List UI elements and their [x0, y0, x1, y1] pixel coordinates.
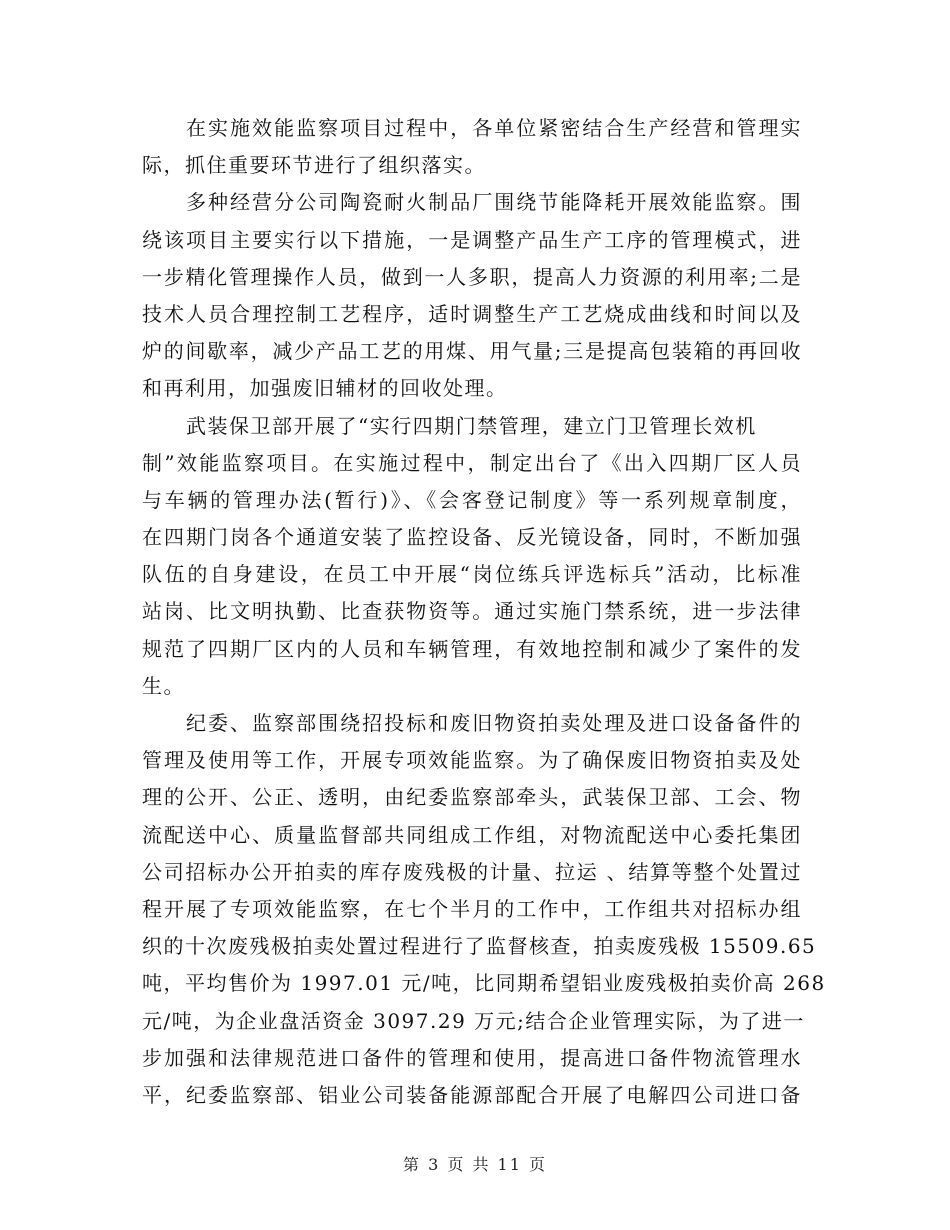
text-line: 吨，平均售价为 1997.01 元/吨，比同期希望铝业废残极拍卖价高 268	[142, 971, 826, 996]
text-line: 站岗、比文明执勤、比查获物资等。通过实施门禁系统，进一步法律	[142, 599, 802, 624]
text-line: 公司招标办公开拍卖的库存废残极的计量、拉运 、结算等整个处置过	[142, 859, 802, 884]
text-line: 平，纪委监察部、铝业公司装备能源部配合开展了电解四公司进口备	[142, 1082, 802, 1107]
text-line: 技术人员合理控制工艺程序，适时调整生产工艺烧成曲线和时间以及	[142, 301, 802, 326]
body-text	[142, 110, 826, 1114]
text-line: 在实施效能监察项目过程中，各单位紧密结合生产经营和管理实	[186, 116, 802, 140]
text-line: 生。	[142, 673, 185, 698]
text-line: 在四期门岗各个通道安装了监控设备、反光镜设备，同时，不断加强	[142, 525, 802, 550]
text-line: 纪委、监察部围绕招投标和废旧物资拍卖处理及进口设备备件的	[186, 711, 802, 735]
text-line: 绕该项目主要实行以下措施，一是调整产品生产工序的管理模式，进	[142, 227, 802, 252]
text-line: 一步精化管理操作人员，做到一人多职，提高人力资源的利用率;二是	[142, 264, 802, 289]
page-footer: 第 3 页 共 11 页	[403, 1155, 547, 1174]
paragraph	[142, 184, 802, 407]
paragraph	[142, 705, 826, 1114]
text-line: 元/吨，为企业盘活资金 3097.29 万元;结合企业管理实际，为了进一	[142, 1008, 805, 1033]
text-line: 步加强和法律规范进口备件的管理和使用，提高进口备件物流管理水	[142, 1045, 802, 1070]
paragraph	[142, 408, 802, 706]
text-line: 规范了四期厂区内的人员和车辆管理，有效地控制和减少了案件的发	[142, 636, 802, 661]
text-line: 与车辆的管理办法(暂行)》、《会客登记制度》等一系列规章制度，	[142, 487, 802, 512]
paragraph	[142, 110, 802, 184]
text-line: 制”效能监察项目。在实施过程中，制定出台了《出入四期厂区人员	[142, 450, 802, 475]
text-line: 程开展了专项效能监察，在七个半月的工作中，工作组共对招标办组	[142, 896, 802, 921]
text-line: 武装保卫部开展了“实行四期门禁管理，建立门卫管理长效机	[186, 413, 757, 438]
text-line: 织的十次废残极拍卖处置过程进行了监督核查，拍卖废残极 15509.65	[142, 934, 817, 959]
text-line: 际，抓住重要环节进行了组织落实。	[142, 153, 486, 178]
text-line: 多种经营分公司陶瓷耐火制品厂围绕节能降耗开展效能监察。围	[186, 190, 802, 215]
text-line: 流配送中心、质量监督部共同组成工作组，对物流配送中心委托集团	[142, 822, 802, 847]
text-line: 管理及使用等工作，开展专项效能监察。为了确保废旧物资拍卖及处	[142, 748, 802, 773]
text-line: 理的公开、公正、透明，由纪委监察部牵头，武装保卫部、工会、物	[142, 785, 802, 810]
text-line: 炉的间歇率，减少产品工艺的用煤、用气量;三是提高包装箱的再回收	[142, 339, 802, 364]
text-line: 和再利用，加强废旧辅材的回收处理。	[142, 376, 508, 401]
text-line: 队伍的自身建设，在员工中开展“岗位练兵评选标兵”活动，比标准	[142, 562, 802, 587]
